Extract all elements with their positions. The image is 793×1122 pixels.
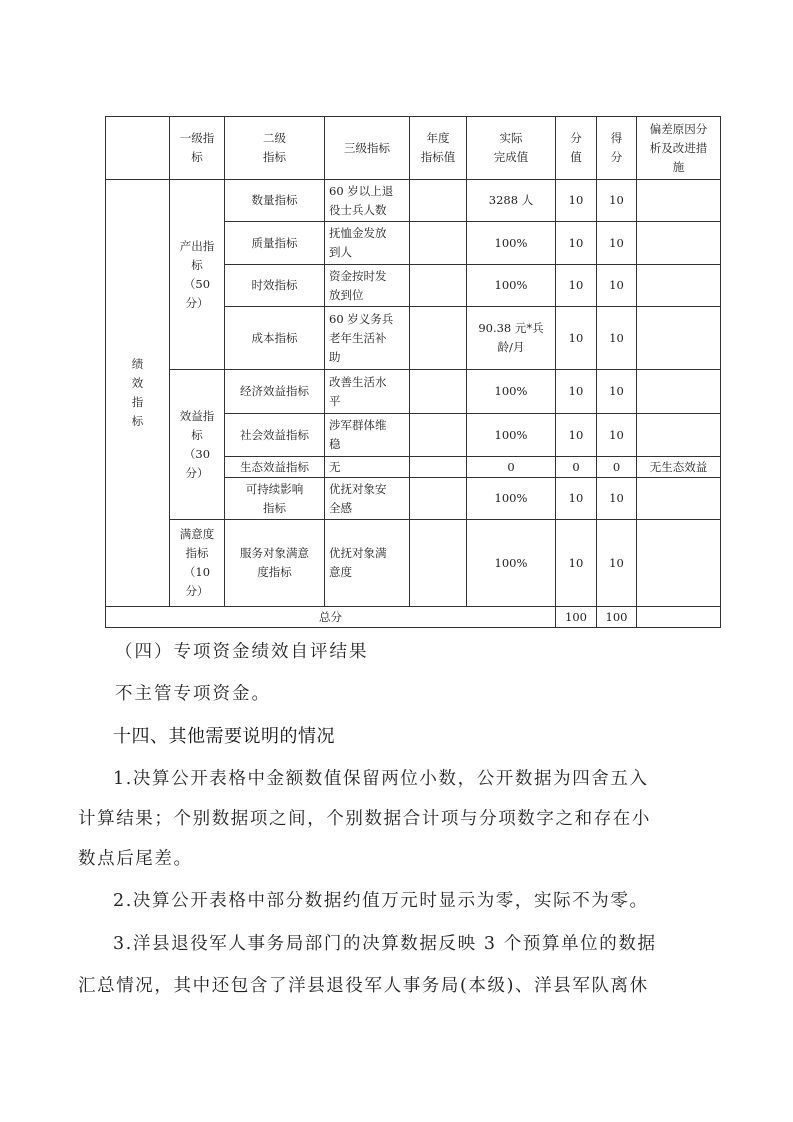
row-level3: [324, 456, 410, 478]
header-points-text: 分 值: [570, 131, 582, 164]
row-actual-text: 3288 人: [488, 193, 534, 207]
row-score: [596, 179, 637, 222]
row-level2-text: 经济效益指标: [240, 384, 309, 398]
row-actual: [466, 413, 556, 457]
item3-line2: 汇总情况，其中还包含了洋县退役军人事务局(本级)、洋县军队离休: [78, 976, 649, 996]
section4-body: 不主管专项资金。: [115, 684, 271, 704]
row-level2-text: 数量指标: [251, 193, 298, 207]
header-level2: [224, 116, 325, 180]
row-level3: [324, 306, 410, 370]
total-label-text: 总分: [319, 609, 342, 624]
group-label: [169, 519, 225, 607]
row-deviation: [636, 413, 721, 457]
group-label-text: 产出指 标 （50 分）: [179, 238, 215, 310]
row-deviation: [636, 519, 721, 607]
row-score-text: 10: [609, 491, 624, 505]
row-actual: [466, 179, 556, 222]
row-level2: [224, 221, 325, 265]
row-points: [555, 369, 597, 414]
row-actual: [466, 264, 556, 307]
row-score-text: 10: [609, 235, 624, 250]
row-score-text: 10: [609, 278, 624, 292]
row-target: [409, 456, 467, 478]
row-actual-text: 100%: [494, 384, 528, 398]
row-level2-text: 社会效益指标: [240, 427, 309, 442]
row-level2: [224, 456, 325, 478]
row-deviation: [636, 306, 721, 370]
header-score-text: 得 分: [610, 131, 623, 164]
row-level2-text: 服务对象满意 度指标: [240, 546, 309, 579]
row-target: [409, 179, 467, 222]
row-actual-text: 0: [507, 459, 515, 474]
row-level2-text: 生态效益指标: [240, 459, 309, 474]
group-label: [169, 369, 225, 520]
item2: 2.决算公开表格中部分数据约值万元时显示为零，实际不为零。: [113, 891, 649, 911]
row-level3: [324, 477, 410, 520]
item1-line3: 数点后尾差。: [78, 849, 193, 869]
row-deviation: [636, 221, 721, 265]
row-score-text: 10: [609, 384, 624, 398]
row-level3-text: 无: [329, 459, 341, 474]
row-level3-text: 改善生活水 平: [329, 374, 387, 408]
total-score: [596, 606, 637, 628]
row-points-text: 10: [568, 491, 584, 505]
row-points-text: 0: [572, 459, 580, 474]
row-level2: [224, 306, 325, 370]
row-points-text: 10: [568, 330, 584, 345]
row-level3: [324, 369, 410, 414]
total-points: [555, 606, 597, 628]
section4-title: （四）专项资金绩效自评结果: [115, 642, 369, 662]
header-deviation-text: 偏差原因分 析及改进措 施: [649, 121, 708, 174]
row-points-text: 10: [568, 384, 584, 398]
row-actual-text: 100%: [494, 491, 528, 505]
row-actual-text: 90.38 元*兵 龄/月: [478, 321, 544, 354]
header-blank: [105, 116, 170, 180]
row-points-text: 10: [568, 235, 584, 250]
row-actual-text: 100%: [494, 278, 528, 292]
row-target: [409, 477, 467, 520]
row-level3: [324, 179, 410, 222]
row-level3: [324, 413, 410, 457]
row-actual-text: 100%: [494, 555, 528, 570]
item1-line2: 计算结果；个别数据项之间，个别数据合计项与分项数字之和存在小: [78, 809, 651, 829]
row-points: [555, 519, 597, 607]
group-label: [169, 179, 225, 370]
row-target: [409, 369, 467, 414]
row-score: [596, 264, 637, 307]
row-score-text: 10: [609, 427, 624, 442]
section14-title: 十四、其他需要说明的情况: [113, 726, 335, 747]
row-actual-text: 100%: [494, 235, 528, 250]
row-actual: [466, 477, 556, 520]
row-actual: [466, 369, 556, 414]
row-score-text: 10: [609, 193, 624, 207]
row-level2-text: 时效指标: [251, 278, 298, 292]
header-score: [596, 116, 637, 180]
row-deviation-text: 无生态效益: [649, 459, 708, 474]
header-annual-target: [409, 116, 467, 180]
row-target: [409, 306, 467, 370]
header-level1: [169, 116, 225, 180]
row-score-text: 0: [612, 459, 621, 474]
row-actual: [466, 456, 556, 478]
row-score: [596, 519, 637, 607]
row-level3: [324, 221, 410, 265]
row-points: [555, 264, 597, 307]
group-label-text: 满意度 指标 （10 分）: [179, 527, 215, 598]
row-actual: [466, 306, 556, 370]
category-cell: [105, 179, 170, 607]
row-score-text: 10: [609, 330, 624, 345]
header-level2-text: 二级 指标: [263, 131, 286, 164]
row-actual: [466, 221, 556, 265]
row-level3-text: 60 岁义务兵 老年生活补 助: [329, 311, 394, 364]
row-deviation: [636, 369, 721, 414]
row-level2: [224, 179, 325, 222]
total-deviation: [636, 606, 721, 628]
row-level2: [224, 369, 325, 414]
header-points: [555, 116, 597, 180]
row-score: [596, 306, 637, 370]
row-deviation: [636, 477, 721, 520]
header-level1-text: 一级指 标: [179, 131, 215, 164]
row-level2-text: 质量指标: [251, 235, 298, 250]
row-points: [555, 413, 597, 457]
row-target: [409, 221, 467, 265]
header-deviation: [636, 116, 721, 180]
row-level3-text: 优抚对象满 意度: [329, 546, 387, 579]
row-deviation: [636, 264, 721, 307]
row-score: [596, 369, 637, 414]
row-deviation: [636, 179, 721, 222]
total-label: [105, 606, 556, 628]
header-level3: [324, 116, 410, 180]
row-level3-text: 涉军群体维 稳: [329, 418, 387, 451]
row-target: [409, 264, 467, 307]
header-level3-text: 三级指标: [344, 140, 390, 155]
performance-table: [106, 117, 720, 627]
row-actual-text: 100%: [494, 427, 528, 442]
item3-line1: 3.洋县退役军人事务局部门的决算数据反映 3 个预算单位的数据: [113, 934, 657, 954]
row-points: [555, 179, 597, 222]
header-annual-target-text: 年度 指标值: [420, 131, 456, 164]
row-points-text: 10: [568, 427, 584, 442]
row-points: [555, 456, 597, 478]
category-cell-text: 绩 效 指 标: [131, 357, 144, 428]
row-points: [555, 221, 597, 265]
row-level2: [224, 477, 325, 520]
row-level3: [324, 519, 410, 607]
row-score: [596, 477, 637, 520]
row-score: [596, 456, 637, 478]
row-points-text: 10: [568, 193, 584, 207]
row-points: [555, 477, 597, 520]
row-level3-text: 抚恤金发放 到人: [329, 226, 387, 259]
total-score-text: 100: [605, 609, 628, 624]
row-level3-text: 60 岁以上退 役士兵人数: [329, 183, 394, 217]
row-level3-text: 资金按时发 放到位: [329, 268, 387, 302]
header-actual-text: 实际 完成值: [493, 131, 529, 164]
row-score-text: 10: [609, 555, 624, 570]
total-points-text: 100: [565, 609, 587, 624]
row-target: [409, 519, 467, 607]
row-actual: [466, 519, 556, 607]
row-deviation: [636, 456, 721, 478]
row-score: [596, 221, 637, 265]
row-points: [555, 306, 597, 370]
row-target: [409, 413, 467, 457]
row-points-text: 10: [568, 278, 584, 292]
row-level2-text: 可持续影响 指标: [245, 481, 304, 515]
row-level2: [224, 264, 325, 307]
row-level3: [324, 264, 410, 307]
item1-line1: 1.决算公开表格中金额数值保留两位小数，公开数据为四舍五入: [113, 769, 649, 789]
group-label-text: 效益指 标 （30 分）: [179, 408, 215, 480]
row-level2: [224, 413, 325, 457]
row-points-text: 10: [568, 555, 584, 570]
row-level3-text: 优抚对象安 全感: [329, 481, 387, 515]
row-level2-text: 成本指标: [251, 330, 298, 345]
row-score: [596, 413, 637, 457]
header-actual: [466, 116, 556, 180]
row-level2: [224, 519, 325, 607]
